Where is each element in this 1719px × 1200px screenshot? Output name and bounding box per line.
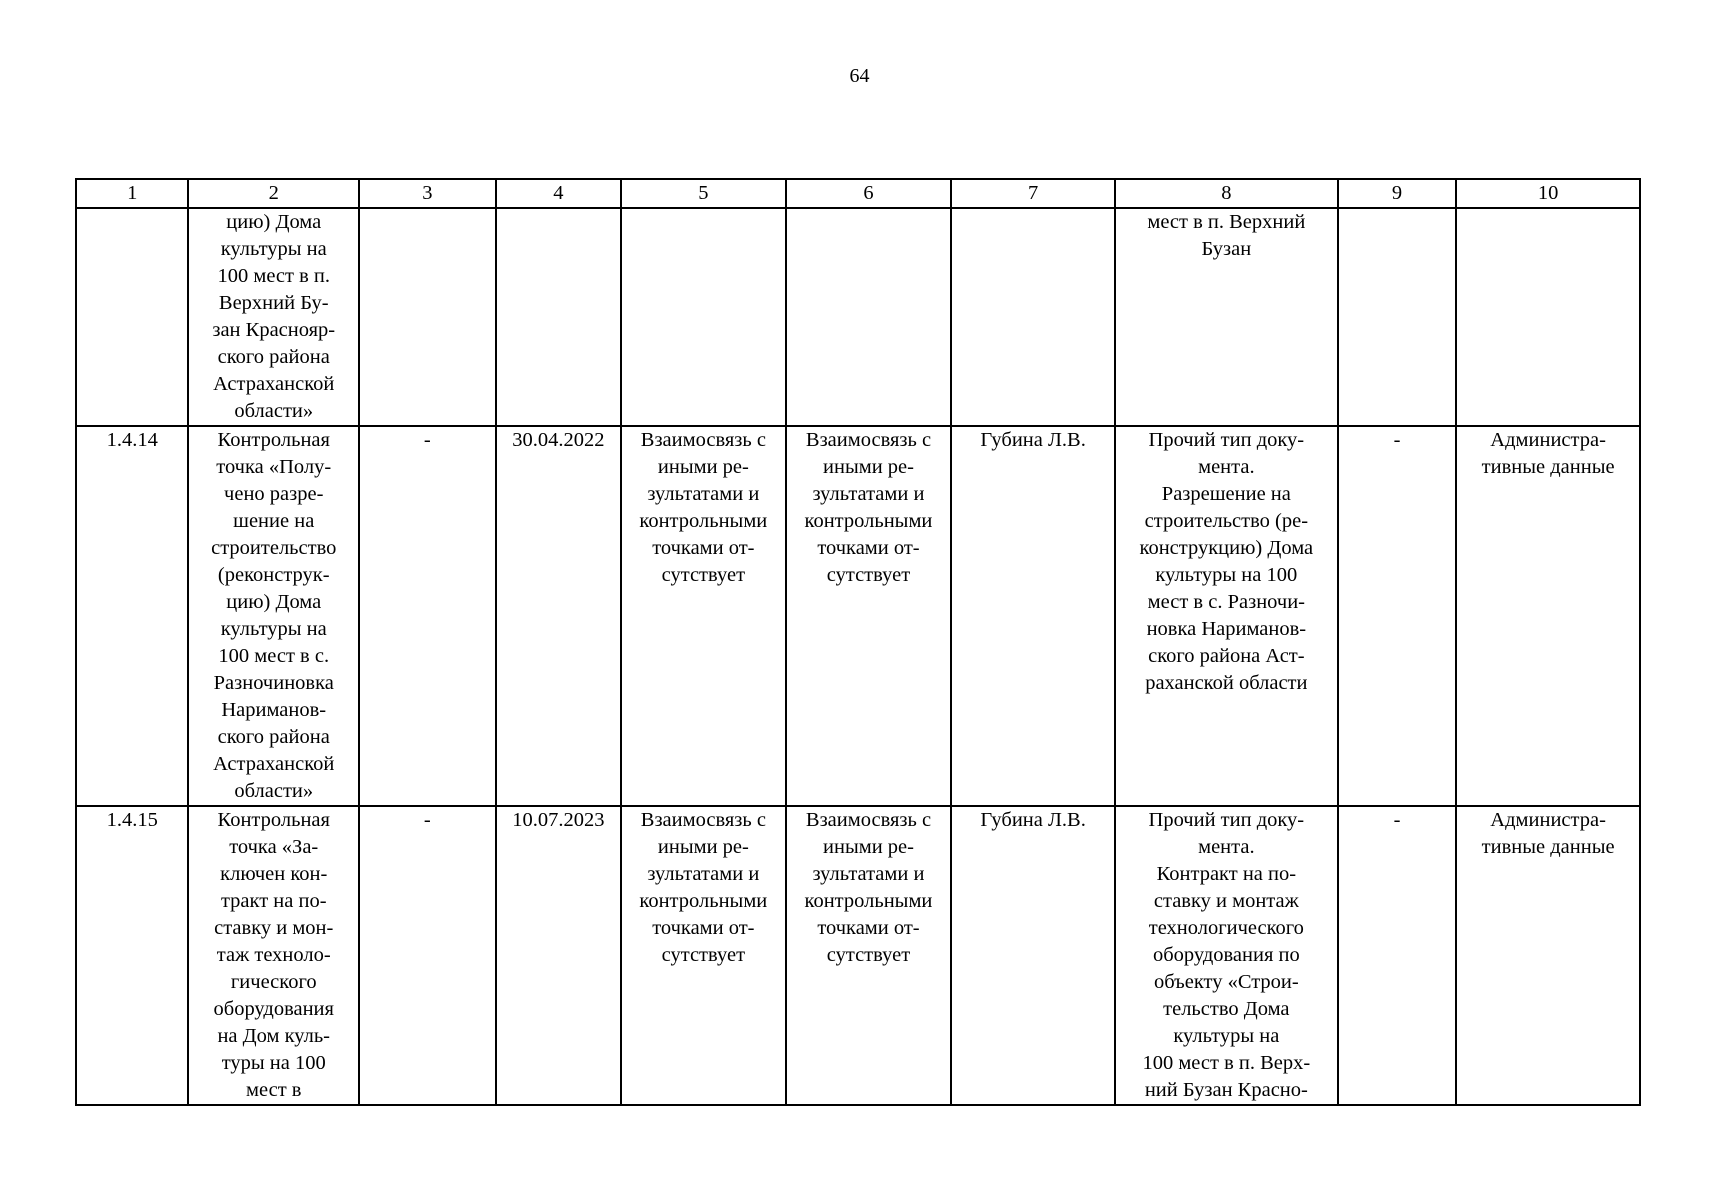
table-cell: - bbox=[359, 806, 496, 1105]
table-cell: 30.04.2022 bbox=[496, 426, 621, 806]
table-cell: Губина Л.В. bbox=[951, 806, 1115, 1105]
table-cell: Контрольная точка «За- ключен кон- тракт на по- ставку и мон- таж техноло- гического оборудования на Дом куль- туры на 100 мест в bbox=[188, 806, 359, 1105]
table-cell: - bbox=[1338, 426, 1456, 806]
column-header: 10 bbox=[1456, 179, 1640, 208]
table-cell: Взаимосвязь с иными ре- зультатами и контрольными точками от- сутствует bbox=[786, 426, 952, 806]
table-cell bbox=[786, 208, 952, 426]
table-cell: Взаимосвязь с иными ре- зультатами и контрольными точками от- сутствует bbox=[621, 806, 786, 1105]
table-cell: Взаимосвязь с иными ре- зультатами и контрольными точками от- сутствует bbox=[621, 426, 786, 806]
table-cell: Взаимосвязь с иными ре- зультатами и контрольными точками от- сутствует bbox=[786, 806, 952, 1105]
table-cell: Контрольная точка «Полу- чено разре- шение на строительство (реконструк- цию) Дома культуры на 100 мест в с. Разночиновка Нариманов- ского района Астраханской области» bbox=[188, 426, 359, 806]
table-cell: 1.4.15 bbox=[76, 806, 188, 1105]
table-cell: Администра- тивные данные bbox=[1456, 426, 1640, 806]
column-header: 2 bbox=[188, 179, 359, 208]
table-cell bbox=[621, 208, 786, 426]
table-cell bbox=[1456, 208, 1640, 426]
table-cell: 10.07.2023 bbox=[496, 806, 621, 1105]
column-header: 9 bbox=[1338, 179, 1456, 208]
table-cell bbox=[359, 208, 496, 426]
table-cell: Прочий тип доку- мента. Разрешение на строительство (ре- конструкцию) Дома культуры на 100 мест в с. Разночи- новка Нариманов- ского района Аст- раханской области bbox=[1115, 426, 1338, 806]
table-cell bbox=[76, 208, 188, 426]
table-row bbox=[76, 426, 1640, 806]
table-header-row bbox=[76, 179, 1640, 208]
table-cell bbox=[951, 208, 1115, 426]
table-row bbox=[76, 806, 1640, 1105]
column-header: 6 bbox=[786, 179, 952, 208]
column-header: 4 bbox=[496, 179, 621, 208]
table-cell: цию) Дома культуры на 100 мест в п. Верхний Бу- зан Краснояр- ского района Астраханской области» bbox=[188, 208, 359, 426]
table-cell: - bbox=[1338, 806, 1456, 1105]
table-cell: мест в п. Верхний Бузан bbox=[1115, 208, 1338, 426]
table-cell: Администра- тивные данные bbox=[1456, 806, 1640, 1105]
column-header: 7 bbox=[951, 179, 1115, 208]
column-header: 5 bbox=[621, 179, 786, 208]
page-number: 64 bbox=[849, 65, 870, 87]
table-row bbox=[76, 208, 1640, 426]
table-cell: - bbox=[359, 426, 496, 806]
table-cell bbox=[496, 208, 621, 426]
data-table bbox=[75, 178, 1641, 1106]
table-cell: 1.4.14 bbox=[76, 426, 188, 806]
column-header: 1 bbox=[76, 179, 188, 208]
table-cell bbox=[1338, 208, 1456, 426]
column-header: 8 bbox=[1115, 179, 1338, 208]
table-cell: Прочий тип доку- мента. Контракт на по- ставку и монтаж технологического оборудования по объекту «Строи- тельство Дома культуры на 100 мест в п. Верх- ний Бузан Красно- bbox=[1115, 806, 1338, 1105]
table-cell: Губина Л.В. bbox=[951, 426, 1115, 806]
column-header: 3 bbox=[359, 179, 496, 208]
